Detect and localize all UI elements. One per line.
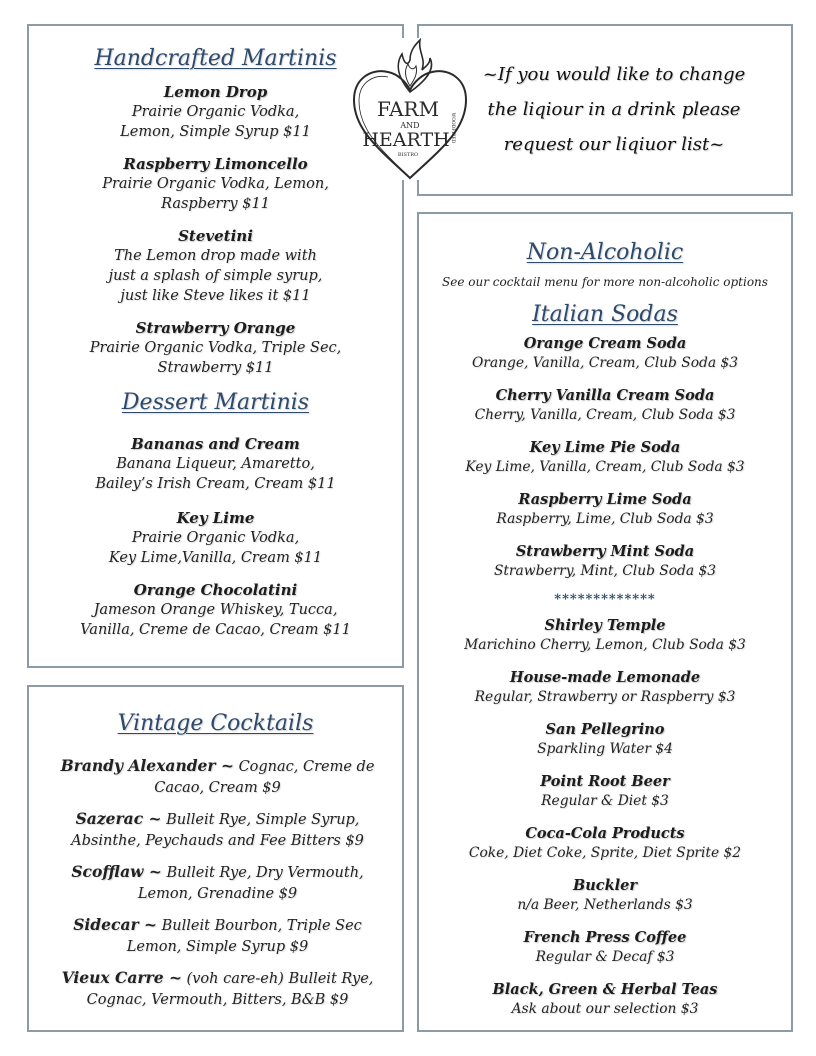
item-desc: just a splash of simple syrup, (108, 268, 323, 284)
vintage-cocktails-panel (27, 685, 404, 1032)
menu-item-strawberry-orange (29, 318, 402, 378)
non-alcoholic-heading: Non-Alcoholic (526, 240, 684, 265)
logo-tagline-bistro: BISTRO (397, 152, 419, 158)
item-desc: Key Lime,Vanilla, Cream $11 (108, 550, 323, 566)
non-alcoholic-subtitle: See our cocktail menu for more non-alcoholic options (442, 275, 768, 289)
menu-item-sidecar (47, 914, 388, 958)
item-desc: Ask about our selection $3 (511, 1001, 699, 1017)
item-name: Raspberry Lime Soda (518, 491, 692, 508)
menu-item-cherry-vanilla-cream-soda (419, 386, 791, 425)
item-desc: Bulleit Rye, Simple Syrup, Absinthe, Peychauds and Fee Bitters $9 (71, 812, 364, 849)
menu-item-strawberry-mint-soda (419, 542, 791, 581)
non-alcoholic-panel (417, 212, 793, 1032)
item-desc: just like Steve likes it $11 (120, 288, 311, 304)
heart-flame-logo-icon (350, 38, 470, 180)
item-name: Coca-Cola Products (525, 825, 685, 842)
menu-item-buckler (419, 876, 791, 915)
menu-item-orange-cream-soda (419, 334, 791, 373)
dessert-martinis-heading: Dessert Martinis (121, 390, 310, 415)
item-desc: Prairie Organic Vodka, Triple Sec, (89, 340, 342, 356)
section-separator: ************* (554, 592, 656, 607)
liquor-note (419, 57, 791, 162)
logo-word-and: AND (400, 121, 420, 130)
item-name: Cherry Vanilla Cream Soda (495, 387, 715, 404)
item-desc: Jameson Orange Whiskey, Tucca, (93, 602, 338, 618)
item-desc: Coke, Diet Coke, Sprite, Diet Sprite $2 (468, 845, 742, 861)
menu-item-raspberry-lime-soda (419, 490, 791, 529)
menu-item-sazerac (47, 808, 388, 852)
item-desc: Bulleit Rye, Dry Vermouth, Lemon, Grenadine $9 (137, 865, 364, 902)
item-name: Lemon Drop (163, 83, 268, 101)
logo-word-hearth: HEARTH (362, 129, 450, 151)
vintage-cocktails-heading: Vintage Cocktails (117, 711, 314, 736)
item-name: Stevetini (178, 227, 253, 245)
note-line: request our liqiuor list~ (503, 134, 725, 155)
item-desc: Raspberry $11 (161, 196, 270, 212)
item-name: Bananas and Cream (131, 435, 300, 453)
item-name: Sidecar ~ (73, 915, 158, 934)
item-name: Black, Green & Herbal Teas (492, 981, 718, 998)
item-name: San Pellegrino (545, 721, 665, 738)
menu-item-coca-cola-products (419, 824, 791, 863)
item-name: Sazerac ~ (75, 809, 162, 828)
menu-item-stevetini (29, 226, 402, 306)
item-name: Point Root Beer (540, 773, 670, 790)
liquor-note-panel (417, 24, 793, 196)
item-desc: Cognac, Creme de Cacao, Cream $9 (154, 759, 375, 796)
item-name: Vieux Carre ~ (61, 968, 182, 987)
item-desc: Bulleit Bourbon, Triple Sec Lemon, Simple Syrup $9 (126, 918, 362, 955)
menu-item-point-root-beer (419, 772, 791, 811)
menu-item-shirley-temple (419, 616, 791, 655)
item-name: Shirley Temple (544, 617, 666, 634)
menu-item-orange-chocolatini (29, 580, 402, 640)
item-desc: Key Lime, Vanilla, Cream, Club Soda $3 (465, 459, 745, 475)
item-desc: Regular, Strawberry or Raspberry $3 (474, 689, 736, 705)
menu-item-lemon-drop (29, 82, 402, 142)
item-name: Orange Cream Soda (523, 335, 687, 352)
item-name: Key Lime Pie Soda (529, 439, 681, 456)
item-desc: Raspberry, Lime, Club Soda $3 (496, 511, 714, 527)
item-desc: Prairie Organic Vodka, (131, 530, 300, 546)
item-name: Scofflaw ~ (71, 862, 162, 881)
item-desc: (voh care-eh) Bulleit Rye, Cognac, Vermouth, Bitters, B&B $9 (86, 971, 374, 1008)
italian-sodas-heading: Italian Sodas (532, 302, 678, 327)
item-name: Strawberry Mint Soda (515, 543, 695, 560)
item-desc: Cherry, Vanilla, Cream, Club Soda $3 (474, 407, 736, 423)
item-desc: Orange, Vanilla, Cream, Club Soda $3 (471, 355, 739, 371)
martinis-panel (27, 24, 404, 668)
item-desc: Marichino Cherry, Lemon, Club Soda $3 (464, 637, 746, 653)
menu-item-teas (419, 980, 791, 1019)
menu-item-san-pellegrino (419, 720, 791, 759)
item-desc: Regular & Decaf $3 (535, 949, 675, 965)
item-desc: Banana Liqueur, Amaretto, (116, 456, 315, 472)
item-desc: Prairie Organic Vodka, Lemon, (102, 176, 329, 192)
item-name: House-made Lemonade (509, 669, 701, 686)
item-desc: Bailey’s Irish Cream, Cream $11 (95, 476, 336, 492)
item-name: French Press Coffee (523, 929, 687, 946)
menu-item-french-press-coffee (419, 928, 791, 967)
item-desc: Regular & Diet $3 (541, 793, 669, 809)
item-name: Strawberry Orange (135, 319, 296, 337)
item-desc: Vanilla, Creme de Cacao, Cream $11 (80, 622, 351, 638)
item-name: Raspberry Limoncello (123, 155, 308, 173)
item-desc: Strawberry $11 (157, 360, 274, 376)
farm-and-hearth-logo (350, 38, 470, 180)
logo-tagline-woodfired: WOODFIRED (450, 112, 455, 144)
menu-item-key-lime-pie-soda (419, 438, 791, 477)
menu-item-vieux-carre (47, 967, 388, 1011)
menu-item-brandy-alexander (47, 755, 388, 799)
item-desc: The Lemon drop made with (114, 248, 317, 264)
menu-item-key-lime (29, 508, 402, 568)
handcrafted-martinis-heading: Handcrafted Martinis (94, 46, 337, 71)
item-desc: n/a Beer, Netherlands $3 (517, 897, 693, 913)
item-name: Buckler (572, 877, 638, 894)
menu-item-scofflaw (47, 861, 388, 905)
item-name: Key Lime (176, 509, 255, 527)
item-name: Brandy Alexander ~ (60, 756, 234, 775)
note-line: ~If you would like to change (482, 64, 746, 85)
logo-word-farm: FARM (376, 97, 440, 121)
item-desc: Prairie Organic Vodka, (131, 104, 300, 120)
item-desc: Lemon, Simple Syrup $11 (120, 124, 311, 140)
item-desc: Strawberry, Mint, Club Soda $3 (493, 563, 717, 579)
note-line: the liqiour in a drink please (487, 99, 741, 120)
item-desc: Sparkling Water $4 (537, 741, 673, 757)
item-name: Orange Chocolatini (133, 581, 298, 599)
menu-item-bananas-and-cream (29, 434, 402, 494)
menu-item-house-made-lemonade (419, 668, 791, 707)
menu-item-raspberry-limoncello (29, 154, 402, 214)
